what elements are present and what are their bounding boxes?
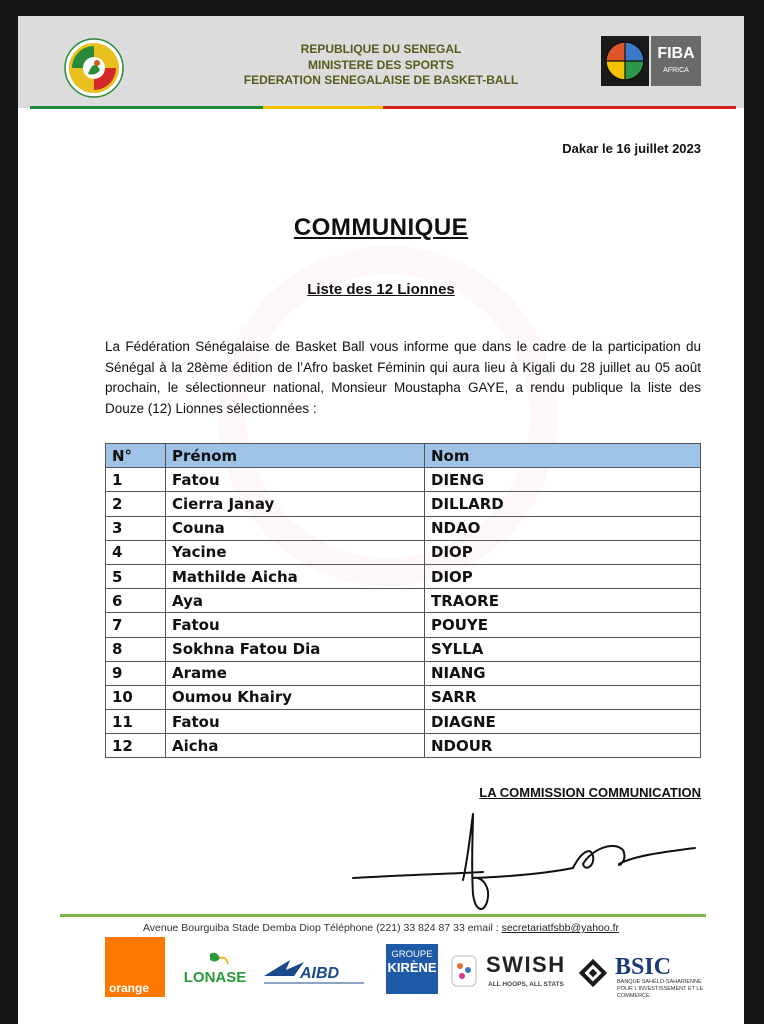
orange-logo xyxy=(105,937,165,997)
player-last-name: DIOP xyxy=(425,540,701,564)
player-last-name: NDAO xyxy=(425,516,701,540)
table-row xyxy=(106,661,701,685)
svg-text:FIBA: FIBA xyxy=(657,45,695,62)
kirene-logo xyxy=(386,944,438,994)
letterhead-flag-stripe xyxy=(30,106,736,109)
kirene-logo-line2: KIRÈNE xyxy=(387,960,437,975)
bsic-tagline: BANQUE SAHÉLO-SAHARIENNE POUR L'INVESTISSEMENT ET LE COMMERCE xyxy=(617,979,704,999)
address-text: Avenue Bourguiba Stade Demba Diop Téléphone (221) 33 824 87 33 email : xyxy=(142,922,502,934)
player-number: 6 xyxy=(106,589,166,613)
svg-text:AIBD: AIBD xyxy=(300,965,340,982)
swish-tagline: ALL HOOPS, ALL STATS xyxy=(488,981,564,988)
player-first-name: Yacine xyxy=(166,540,425,564)
kirene-logo-line1: GROUPE xyxy=(391,949,433,960)
ministry-line: MINISTERE DES SPORTS xyxy=(307,57,455,72)
player-last-name: POUYE xyxy=(425,613,701,637)
swish-logo-text: SWISH xyxy=(486,952,566,977)
header-number: N° xyxy=(106,444,166,468)
table-row xyxy=(106,685,701,709)
federation-logo-icon xyxy=(64,38,124,98)
player-number: 4 xyxy=(106,540,166,564)
document-page xyxy=(18,16,744,1024)
table-row xyxy=(106,468,701,492)
player-last-name: TRAORE xyxy=(425,589,701,613)
intro-paragraph: La Fédération Sénégalaise de Basket Ball vous informe que dans le cadre de la participation du Sénégal à la 28ème édition de l’Afro basket Féminin qui aura lieu à Kigali du 28 juillet au 05 août prochain, le sélectionneur national, Monsieur Moustapha GAYE, a rendu publique la liste des Douze (12) Lionnes sélectionnées : xyxy=(105,339,701,416)
player-number: 12 xyxy=(106,734,166,758)
federation-line: FEDERATION SENEGALAISE DE BASKET-BALL xyxy=(243,73,519,87)
republic-line: REPUBLIQUE DU SENEGAL xyxy=(300,42,462,56)
orange-logo-text: orange xyxy=(109,981,150,995)
player-number: 2 xyxy=(106,492,166,516)
player-first-name: Cierra Janay xyxy=(166,492,425,516)
player-first-name: Oumou Khairy xyxy=(166,685,425,709)
player-last-name: DIAGNE xyxy=(425,710,701,734)
svg-text:LONASE: LONASE xyxy=(183,969,247,986)
player-last-name: SARR xyxy=(425,685,701,709)
player-number: 1 xyxy=(106,468,166,492)
sponsor-logos xyxy=(18,934,744,1024)
table-row xyxy=(106,734,701,758)
letterhead-text xyxy=(198,42,564,89)
table-row xyxy=(106,589,701,613)
table-row xyxy=(106,564,701,588)
table-row xyxy=(106,516,701,540)
signatory-title: LA COMMISSION COMMUNICATION xyxy=(479,785,701,800)
player-number: 8 xyxy=(106,637,166,661)
player-last-name: NDOUR xyxy=(425,734,701,758)
table-header-row xyxy=(106,444,701,468)
player-first-name: Fatou xyxy=(166,468,425,492)
player-first-name: Couna xyxy=(166,516,425,540)
player-first-name: Aya xyxy=(166,589,425,613)
table-row xyxy=(106,710,701,734)
table-row xyxy=(106,637,701,661)
bsic-logo-text: BSIC xyxy=(615,954,672,980)
player-first-name: Mathilde Aicha xyxy=(166,564,425,588)
document-title: COMMUNIQUE xyxy=(293,214,469,241)
swish-mark-icon xyxy=(450,954,478,988)
footer-address xyxy=(18,922,744,934)
player-first-name: Fatou xyxy=(166,710,425,734)
aibd-logo xyxy=(260,954,368,986)
bsic-mark-icon xyxy=(576,956,610,990)
player-last-name: DILLARD xyxy=(425,492,701,516)
player-first-name: Fatou xyxy=(166,613,425,637)
header-last-name: Nom xyxy=(425,444,701,468)
player-number: 7 xyxy=(106,613,166,637)
header-first-name: Prénom xyxy=(166,444,425,468)
player-number: 3 xyxy=(106,516,166,540)
player-last-name: SYLLA xyxy=(425,637,701,661)
table-row xyxy=(106,540,701,564)
fiba-africa-logo-icon xyxy=(601,36,701,86)
player-last-name: DIENG xyxy=(425,468,701,492)
player-first-name: Aicha xyxy=(166,734,425,758)
player-number: 11 xyxy=(106,710,166,734)
svg-text:AFRICA: AFRICA xyxy=(663,67,689,74)
table-row xyxy=(106,492,701,516)
player-last-name: NIANG xyxy=(425,661,701,685)
player-number: 10 xyxy=(106,685,166,709)
players-table xyxy=(105,443,701,758)
footer-divider xyxy=(60,914,706,917)
table-row xyxy=(106,613,701,637)
email-link[interactable]: secretariatfsbb@yahoo.fr xyxy=(501,922,620,934)
date-line: Dakar le 16 juillet 2023 xyxy=(562,141,701,156)
handwritten-signature xyxy=(323,806,703,916)
player-first-name: Sokhna Fatou Dia xyxy=(166,637,425,661)
player-last-name: DIOP xyxy=(425,564,701,588)
lonase-logo xyxy=(180,950,250,990)
letterhead xyxy=(18,16,744,108)
player-number: 5 xyxy=(106,564,166,588)
player-first-name: Arame xyxy=(166,661,425,685)
player-number: 9 xyxy=(106,661,166,685)
document-subtitle: Liste des 12 Lionnes xyxy=(307,281,455,298)
